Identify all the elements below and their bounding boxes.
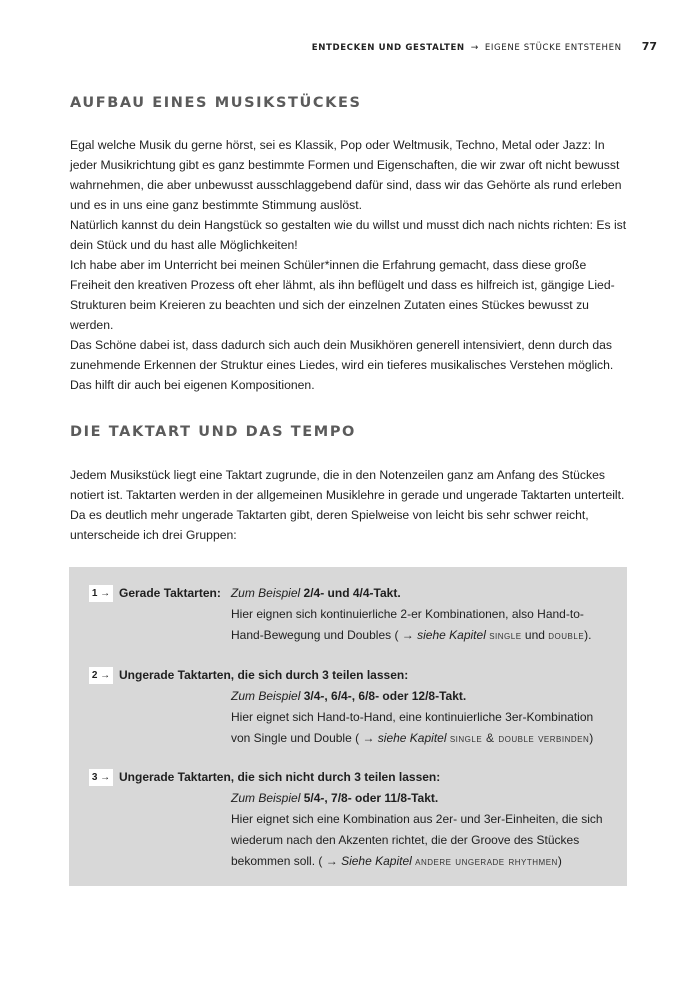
arrow-icon: → — [401, 628, 414, 642]
chapter-reference: andere ungerade rhythmen — [415, 854, 558, 868]
group-item-header — [89, 583, 609, 604]
example — [89, 686, 609, 707]
chapter-reference: double — [548, 628, 585, 642]
page-number: 77 — [641, 40, 657, 53]
number-badge: 1 → — [89, 585, 113, 602]
example-value: 2/4- und 4/4-Takt. — [303, 586, 401, 600]
group-title: Gerade Taktarten: — [119, 586, 221, 600]
section-heading-aufbau: AUFBAU EINES MUSIKSTÜCKES — [70, 95, 362, 111]
group-title — [119, 770, 440, 784]
reference-close: ). — [584, 628, 592, 642]
example — [231, 586, 401, 600]
running-head-section: ENTDECKEN UND GESTALTEN — [311, 43, 465, 53]
number-badge: 3 → — [89, 769, 113, 786]
reference-label: siehe Kapitel — [377, 731, 447, 745]
arrow-icon: → — [325, 854, 338, 868]
chapter-reference: single — [489, 628, 522, 642]
section-body-aufbau — [70, 135, 630, 395]
paragraph: Das Schöne dabei ist, dass dadurch sich auch dein Musikhören generell intensiviert, denn durch das zunehmende Erkennen der Struktur eines Liedes, wird ein tieferes musikalisches Verstehen möglich. Das hilft dir auch bei eigenen Kompositionen. — [70, 338, 614, 392]
section-body-taktart — [70, 465, 630, 545]
number-badge: 2 → — [89, 667, 113, 684]
description-text: Hier eignen sich kontinuierliche 2-er Kombinationen, also Hand-to-Hand-Bewegung und Doubles ( — [231, 607, 584, 642]
group-description — [89, 707, 609, 749]
group-title-emphasis: nicht — [285, 770, 315, 784]
group-item-header — [89, 665, 609, 686]
example — [89, 788, 609, 809]
reference-joiner: und — [524, 628, 545, 642]
paragraph: Egal welche Musik du gerne hörst, sei es Klassik, Pop oder Weltmusik, Techno, Metal oder Jazz: In jeder Musikrichtung gibt es ganz bestimmte Formen und Eigenschaften, die wir zwar oft nicht bewusst wahrnehmen, die aber unbewusst ausschlaggebend dafür sind, dass wir das Gehörte als rund erleben und es in uns eine ganz bestimmte Stimmung auslöst. — [70, 138, 622, 212]
group-item-1 — [89, 583, 609, 646]
paragraph: Jedem Musikstück liegt eine Taktart zugrunde, die in den Notenzeilen ganz am Anfang des Stückes notiert ist. Taktarten werden in der allgemeinen Musiklehre in gerade und ungerade Taktarten unterteilt. Da es deutlich mehr ungerade Taktarten gibt, deren Spielweise von leicht bis sehr schwer reicht, unterscheide ich drei Gruppen: — [70, 468, 625, 542]
reference-close: ) — [557, 854, 562, 868]
example-label: Zum Beispiel — [230, 586, 301, 600]
arrow-icon: → — [362, 731, 375, 745]
paragraph: Natürlich kannst du dein Hangstück so gestalten wie du willst und musst dich nach nichts richten: Es ist dein Stück und du hast alle Möglichkeiten! — [70, 218, 627, 252]
example-label: Zum Beispiel — [231, 689, 301, 703]
group-item-header — [89, 767, 609, 788]
group-item-3 — [89, 767, 609, 872]
group-description — [89, 809, 609, 872]
example-value: 3/4-, 6/4-, 6/8- oder 12/8-Takt. — [303, 689, 467, 703]
chapter-reference: single & double verbinden — [449, 731, 590, 745]
running-head-subsection: EIGENE STÜCKE ENTSTEHEN — [484, 43, 622, 53]
group-title-part: durch 3 teilen lassen: — [317, 770, 441, 784]
example-value: 5/4-, 7/8- oder 11/8-Takt. — [303, 791, 439, 805]
reference-close: ) — [589, 731, 594, 745]
description-text: Hier eignet sich Hand-to-Hand, eine kontinuierliche 3er-Kombination von Single und Double ( — [231, 710, 594, 745]
section-heading-taktart: DIE TAKTART UND DAS TEMPO — [70, 424, 356, 440]
reference-label: siehe Kapitel — [417, 628, 486, 642]
description-text: Hier eignet sich eine Kombination aus 2er- und 3er-Einheiten, die sich wiederum nach den Akzenten richtet, die der Groove des Stückes bekommen soll. ( — [231, 812, 603, 868]
time-signature-groups-box — [69, 567, 627, 886]
group-title-part: Ungerade Taktarten, die sich — [119, 770, 283, 784]
paragraph: Ich habe aber im Unterricht bei meinen Schüler*innen die Erfahrung gemacht, dass diese große Freiheit den kreativen Prozess oft eher lähmt, als ihn beflügelt und dass es hilfreich ist, gängige Lied-Strukturen beim Kreieren zu beachten und sich der einzelnen Zutaten eines Stückes bewusst zu werden. — [70, 258, 615, 332]
group-title: Ungerade Taktarten, die sich durch 3 teilen lassen: — [119, 668, 409, 682]
arrow-icon: → — [470, 43, 479, 53]
example-label: Zum Beispiel — [231, 791, 301, 805]
reference-label: Siehe Kapitel — [341, 854, 412, 868]
group-item-2 — [89, 665, 609, 749]
group-description — [89, 604, 609, 646]
running-head — [312, 40, 657, 54]
